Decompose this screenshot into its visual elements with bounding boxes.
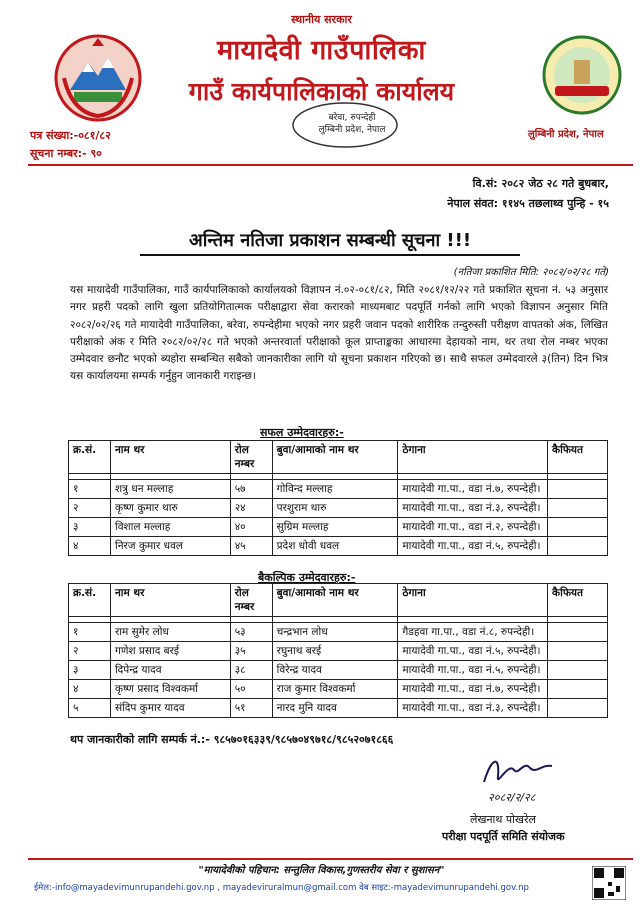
col-sn: क्र.सं. — [69, 584, 111, 617]
footer-divider — [28, 858, 633, 860]
cell-sn: १ — [69, 480, 111, 499]
signature-icon — [478, 752, 558, 792]
table-row — [69, 642, 608, 661]
successful-candidates-title: सफल उम्मेदवारहरु:- — [260, 426, 344, 439]
table-row — [69, 537, 608, 556]
published-date: (नतिजा प्रकाशित मिति: २०८२/०२/२८ गते) — [453, 267, 609, 278]
qr-code-icon — [592, 866, 626, 900]
table-row — [69, 699, 608, 718]
cell-remarks — [548, 699, 608, 718]
contact-numbers: थप जानकारीको लागि सम्पर्क नं.:- ९८५७०१६३३९/९८५७०४९७१८/९८५२०७१८६६ — [70, 733, 394, 746]
header-divider — [28, 164, 633, 166]
notice-body: यस मायादेवी गाउँपालिका, गाउँ कार्यपालिकाको कार्यालयको विज्ञापन नं.०२-०८१/८२, मिति २०८१/१२/२२ गते प्रकाशित सूचना नं. ५३ अनुसार नगर प्रहरी पदको लागि खुला प्रतियोगितात्मक परीक्षाद्वारा सेवा करारको माध्यमबाट पदपूर्ति गर्नको लागि भएको विज्ञापन अनुसार मिति २०८२/०२/२६ गते मायादेवी गाउँपालिका, बरेवा, रुपन्देहीमा भएको नगर प्रहरी जवान पदको शारीरिक तन्दुरुस्ती परीक्षण वापतको अंक, लिखित परीक्षाको अंक र मिति २०८२/०२/२८ गते भएको अन्तरवार्ता परीक्षाको कूल प्राप्ताङ्कका आधारमा देहायको नाम, थर तथा रोल नम्बर भएका उम्मेदवार छनौट भएको ब्यहोरा सम्बन्धित सबैको जानकारीका लागि यो सूचना प्रकाशन गरिएको छ। साथै सफल उम्मेदवारले ३(तिन) दिन भित्र यस कार्यालयमा सम्पर्क गर्नुहुन जानकारी गराइन्छ। — [70, 284, 608, 383]
cell-parent: चन्द्रभान लोध — [272, 623, 398, 642]
table-row — [69, 518, 608, 537]
cell-sn: ४ — [69, 680, 111, 699]
successful-candidates-table — [68, 440, 608, 556]
table-row — [69, 499, 608, 518]
notice-heading: अन्तिम नतिजा प्रकाशन सम्बन्धी सूचना !!! — [140, 228, 520, 256]
alternate-candidates-title: बैकल्पिक उम्मेदवारहरु:- — [258, 571, 356, 584]
signatory-post: परीक्षा पदपूर्ति समिति संयोजक — [442, 830, 565, 843]
col-parent: बुवा/आमाको नाम थर — [272, 441, 398, 474]
cell-parent: प्रदेश धोवी धवल — [272, 537, 398, 556]
cell-name: दिपेन्द्र यादव — [110, 661, 230, 680]
col-roll: रोल नम्बर — [230, 584, 272, 617]
cell-parent: विरेन्द्र यादव — [272, 661, 398, 680]
cell-roll: ३८ — [230, 661, 272, 680]
cell-sn: २ — [69, 642, 111, 661]
col-remarks: कैफियत — [548, 441, 608, 474]
cell-roll: ४५ — [230, 537, 272, 556]
notice-number: सूचना नम्बर:- ९० — [30, 147, 102, 160]
cell-address: मायादेवी गा.पा., वडा नं.३, रुपन्देही। — [398, 499, 548, 518]
cell-name: विशाल मल्लाह — [110, 518, 230, 537]
cell-address: मायादेवी गा.पा., वडा नं.७, रुपन्देही। — [398, 480, 548, 499]
cell-name: कृष्ण कुमार थारु — [110, 499, 230, 518]
cell-remarks — [548, 642, 608, 661]
cell-remarks — [548, 480, 608, 499]
col-name: नाम थर — [110, 441, 230, 474]
signatory-name: लेखनाथ पोखरेल — [470, 813, 536, 826]
cell-address: मायादेवी गा.पा., वडा नं.२, रुपन्देही। — [398, 518, 548, 537]
cell-name: राम सुमेर लोध — [110, 623, 230, 642]
cell-address: गैडहवा गा.पा., वडा नं.८, रुपन्देही। — [398, 623, 548, 642]
cell-roll: ४० — [230, 518, 272, 537]
local-government-label: स्थानीय सरकार — [291, 13, 352, 26]
col-roll: रोल नम्बर — [230, 441, 272, 474]
letter-number: पत्र संख्या:-०८१/८२ — [30, 129, 111, 142]
col-parent: बुवा/आमाको नाम थर — [272, 584, 398, 617]
cell-address: मायादेवी गा.पा., वडा नं.३, रुपन्देही। — [398, 699, 548, 718]
cell-sn: ५ — [69, 699, 111, 718]
cell-roll: ५० — [230, 680, 272, 699]
col-address: ठेगाना — [398, 584, 548, 617]
cell-roll: २४ — [230, 499, 272, 518]
col-address: ठेगाना — [398, 441, 548, 474]
cell-parent: गोविन्द मल्लाह — [272, 480, 398, 499]
signature-date: २०८२/२/२८ — [488, 791, 536, 804]
cell-remarks — [548, 537, 608, 556]
table-header-row — [69, 441, 608, 474]
stamp-line-1: बरेवा, रुपन्देही — [328, 113, 376, 123]
cell-name: शत्रु धन मल्लाह — [110, 480, 230, 499]
cell-roll: ५१ — [230, 699, 272, 718]
cell-address: मायादेवी गा.पा., वडा नं.५, रुपन्देही। — [398, 537, 548, 556]
cell-sn: ४ — [69, 537, 111, 556]
col-sn: क्र.सं. — [69, 441, 111, 474]
cell-name: निरज कुमार धवल — [110, 537, 230, 556]
cell-roll: ३५ — [230, 642, 272, 661]
cell-remarks — [548, 518, 608, 537]
cell-sn: ३ — [69, 518, 111, 537]
date-nepal-samvat: नेपाल संवत: ११४५ तछलाथ्व पुन्हि - १५ — [447, 197, 609, 210]
table-row — [69, 680, 608, 699]
table-row — [69, 623, 608, 642]
table-row — [69, 480, 608, 499]
municipality-logo-icon — [541, 34, 623, 116]
footer-slogan: "मायादेवीको पहिचान: सन्तुलित विकास,गुणस्तरीय सेवा र सुशासन" — [198, 865, 445, 876]
col-remarks: कैफियत — [548, 584, 608, 617]
cell-sn: १ — [69, 623, 111, 642]
cell-parent: रघुनाथ बरई — [272, 642, 398, 661]
cell-name: कृष्ण प्रसाद विश्वकर्मा — [110, 680, 230, 699]
table-row — [69, 661, 608, 680]
date-bs: वि.सं: २०८२ जेठ २८ गते बुधबार, — [472, 177, 609, 190]
cell-address: मायादेवी गा.पा., वडा नं.५, रुपन्देही। — [398, 642, 548, 661]
cell-parent: नारद मुनि यादव — [272, 699, 398, 718]
letterhead — [0, 0, 643, 160]
cell-roll: ५३ — [230, 623, 272, 642]
province-label: लुम्बिनी प्रदेश, नेपाल — [528, 129, 604, 140]
cell-roll: ५७ — [230, 480, 272, 499]
table-header-row — [69, 584, 608, 617]
cell-name: गणेश प्रसाद बरई — [110, 642, 230, 661]
office-title: गाउँ कार्यपालिकाको कार्यालय — [188, 77, 455, 106]
cell-sn: २ — [69, 499, 111, 518]
stamp-line-2: लुम्बिनी प्रदेश, नेपाल — [318, 125, 386, 135]
cell-sn: ३ — [69, 661, 111, 680]
alternate-candidates-table — [68, 583, 608, 718]
cell-address: मायादेवी गा.पा., वडा नं.५, रुपन्देही। — [398, 661, 548, 680]
cell-remarks — [548, 499, 608, 518]
stamp-text — [302, 112, 402, 136]
cell-remarks — [548, 623, 608, 642]
cell-parent: राज कुमार विश्वकर्मा — [272, 680, 398, 699]
municipality-title: मायादेवी गाउँपालिका — [217, 35, 426, 66]
cell-remarks — [548, 661, 608, 680]
cell-address: मायादेवी गा.पा., वडा नं.७, रुपन्देही। — [398, 680, 548, 699]
cell-parent: सुग्रिम मल्लाह — [272, 518, 398, 537]
footer-contact[interactable]: ईमेल:-info@mayadevimunrupandehi.gov.np , mayadeviruralmun@gmail.com वेब साइट:-mayadevimunrupandehi.gov.np — [34, 883, 529, 893]
cell-remarks — [548, 680, 608, 699]
cell-name: संदिप कुमार यादव — [110, 699, 230, 718]
col-name: नाम थर — [110, 584, 230, 617]
cell-parent: परशुराम थारु — [272, 499, 398, 518]
